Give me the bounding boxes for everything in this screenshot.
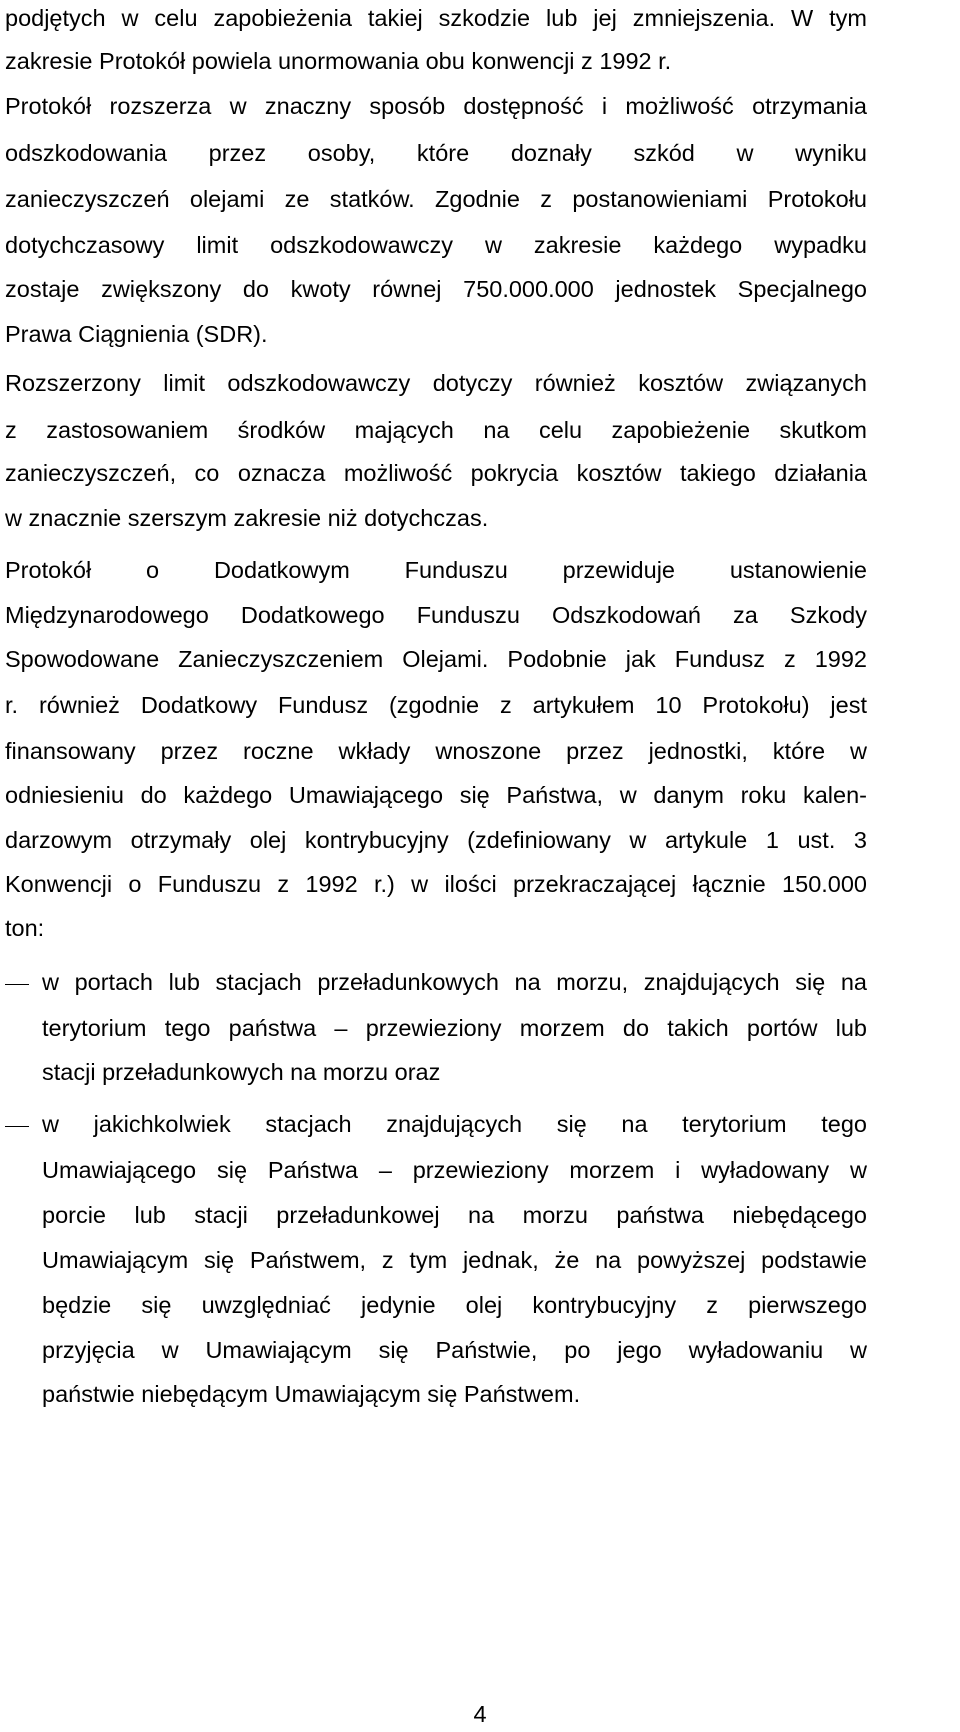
text-line: państwie niebędącym Umawiającym się Państwem. bbox=[42, 1381, 581, 1407]
text-line: darzowym otrzymały olej kontrybucyjny (zdefiniowany w artykule 1 ust. 3 bbox=[5, 827, 867, 853]
text-line: odszkodowania przez osoby, które doznały szkód w wyniku bbox=[5, 140, 867, 166]
text-line: z zastosowaniem środków mających na celu zapobieżenie skutkom bbox=[5, 417, 867, 443]
text-line: Konwencji o Funduszu z 1992 r.) w ilości przekraczającej łącznie 150.000 bbox=[5, 871, 867, 897]
text-line: w znacznie szerszym zakresie niż dotychczas. bbox=[5, 505, 489, 531]
text-line: przyjęcia w Umawiającym się Państwie, po jego wyładowaniu w bbox=[42, 1337, 867, 1363]
text-line: finansowany przez roczne wkłady wnoszone przez jednostki, które w bbox=[5, 738, 867, 764]
text-line: zanieczyszczeń, co oznacza możliwość pokrycia kosztów takiego działania bbox=[5, 460, 867, 486]
text-line: Międzynarodowego Dodatkowego Funduszu Odszkodowań za Szkody bbox=[5, 602, 867, 628]
text-line: Protokół o Dodatkowym Funduszu przewiduje ustanowienie bbox=[5, 557, 867, 583]
dash-bullet-icon bbox=[5, 984, 29, 985]
text-line: Prawa Ciągnienia (SDR). bbox=[5, 321, 268, 347]
page-number: 4 bbox=[473, 1701, 487, 1727]
text-line: Protokół rozszerza w znaczny sposób dostępność i możliwość otrzymania bbox=[5, 93, 867, 119]
dash-bullet-icon bbox=[5, 1126, 29, 1127]
text-line: zakresie Protokół powiela unormowania obu konwencji z 1992 r. bbox=[5, 48, 672, 74]
text-line: porcie lub stacji przeładunkowej na morzu państwa niebędącego bbox=[42, 1202, 867, 1228]
text-line: terytorium tego państwa – przewieziony morzem do takich portów lub bbox=[42, 1015, 867, 1041]
text-line: ton: bbox=[5, 915, 45, 941]
text-line: Umawiającym się Państwem, z tym jednak, że na powyższej podstawie bbox=[42, 1247, 867, 1273]
text-line: w portach lub stacjach przeładunkowych na morzu, znajdujących się na bbox=[42, 969, 867, 995]
text-line: w jakichkolwiek stacjach znajdujących się na terytorium tego bbox=[42, 1111, 867, 1137]
text-line: Rozszerzony limit odszkodowawczy dotyczy również kosztów związanych bbox=[5, 370, 867, 396]
text-line: dotychczasowy limit odszkodowawczy w zakresie każdego wypadku bbox=[5, 232, 867, 258]
text-line: zostaje zwiększony do kwoty równej 750.000.000 jednostek Specjalnego bbox=[5, 276, 867, 302]
text-line: Umawiającego się Państwa – przewieziony morzem i wyładowany w bbox=[42, 1157, 867, 1183]
text-line: będzie się uwzględniać jedynie olej kontrybucyjny z pierwszego bbox=[42, 1292, 867, 1318]
text-line: r. również Dodatkowy Fundusz (zgodnie z artykułem 10 Protokołu) jest bbox=[5, 692, 867, 718]
text-line: zanieczyszczeń olejami ze statków. Zgodnie z postanowieniami Protokołu bbox=[5, 186, 867, 212]
text-line: podjętych w celu zapobieżenia takiej szkodzie lub jej zmniejszenia. W tym bbox=[5, 5, 867, 31]
text-line: stacji przeładunkowych na morzu oraz bbox=[42, 1059, 441, 1085]
text-line: Spowodowane Zanieczyszczeniem Olejami. Podobnie jak Fundusz z 1992 bbox=[5, 646, 867, 672]
text-line: odniesieniu do każdego Umawiającego się Państwa, w danym roku kalen- bbox=[5, 782, 867, 808]
